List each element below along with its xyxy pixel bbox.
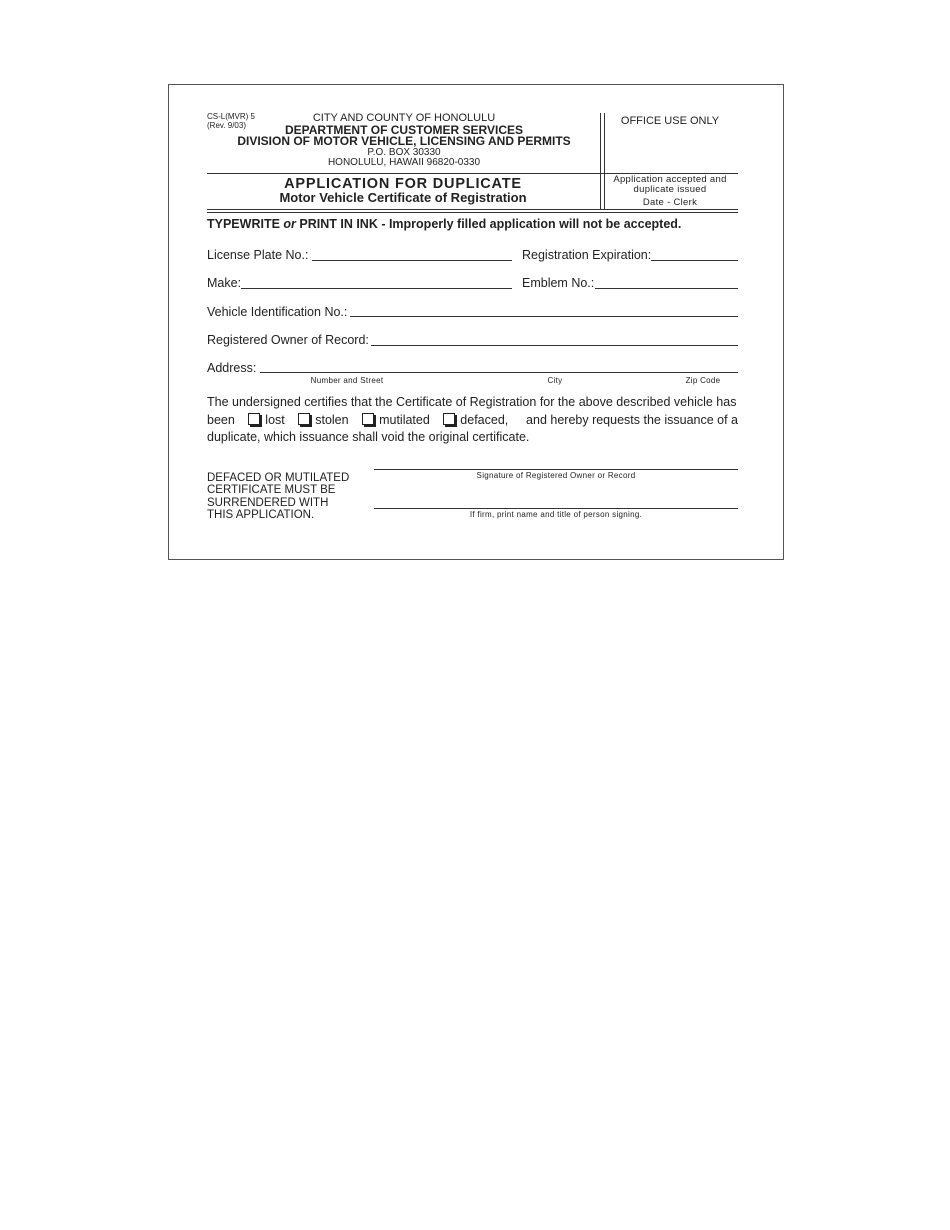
street-sublabel: Number and Street (310, 376, 384, 385)
owner-field[interactable] (371, 345, 738, 346)
vin-label: Vehicle Identification No.: (207, 305, 348, 319)
defaced-checkbox[interactable] (443, 413, 455, 425)
zip-sublabel: Zip Code (685, 376, 721, 385)
mutilated-checkbox[interactable] (362, 413, 374, 425)
certification-text: The undersigned certifies that the Certificate of Registration for the above described vehicle has been lost stolen mutilated defaced, and hereby requests the issuance of a duplicate, which issuance shall void the original certificate. (207, 395, 738, 444)
address-label: Address: (207, 361, 257, 375)
divider (207, 212, 738, 213)
registration-expiration-field[interactable] (651, 260, 738, 261)
license-plate-field[interactable] (312, 260, 512, 261)
firm-name-label: If firm, print name and title of person signing. (469, 510, 643, 519)
registration-expiration-label: Registration Expiration: (522, 248, 652, 262)
form-title: APPLICATION FOR DUPLICATE (284, 176, 522, 192)
emblem-label: Emblem No.: (522, 276, 595, 290)
license-plate-label: License Plate No.: (207, 248, 309, 262)
make-field[interactable] (241, 288, 512, 289)
form-subtitle: Motor Vehicle Certificate of Registration (279, 190, 527, 205)
lost-checkbox[interactable] (248, 413, 260, 425)
instruction: TYPEWRITE or PRINT IN INK - Improperly filled application will not be accepted. (207, 217, 682, 231)
divider (600, 113, 601, 210)
stolen-checkbox[interactable] (298, 413, 310, 425)
divider (207, 209, 738, 210)
emblem-field[interactable] (595, 288, 738, 289)
office-use-only: OFFICE USE ONLY (620, 115, 720, 127)
firm-name-field[interactable] (374, 508, 738, 509)
city-sublabel: City (547, 376, 563, 385)
owner-signature-label: Signature of Registered Owner or Record (476, 471, 636, 480)
office-accepted: Application accepted and duplicate issued Date - Clerk (613, 174, 727, 208)
owner-signature-field[interactable] (374, 469, 738, 470)
make-label: Make: (207, 276, 242, 290)
agency-header: CITY AND COUNTY OF HONOLULU DEPARTMENT OF CUSTOMER SERVICES DIVISION OF MOTOR VEHICLE, LICENSING AND PERMITS P.O. BOX 30330 HONOLULU, HAWAII 96820-0330 (237, 112, 571, 168)
divider (604, 113, 605, 210)
form-code: CS-L(MVR) 5 (Rev. 9/03) (207, 112, 256, 130)
vin-field[interactable] (350, 316, 738, 317)
address-field[interactable] (260, 372, 738, 373)
owner-label: Registered Owner of Record: (207, 333, 369, 347)
surrender-notice: DEFACED OR MUTILATED CERTIFICATE MUST BE SURRENDERED WITH THIS APPLICATION. (207, 472, 350, 522)
